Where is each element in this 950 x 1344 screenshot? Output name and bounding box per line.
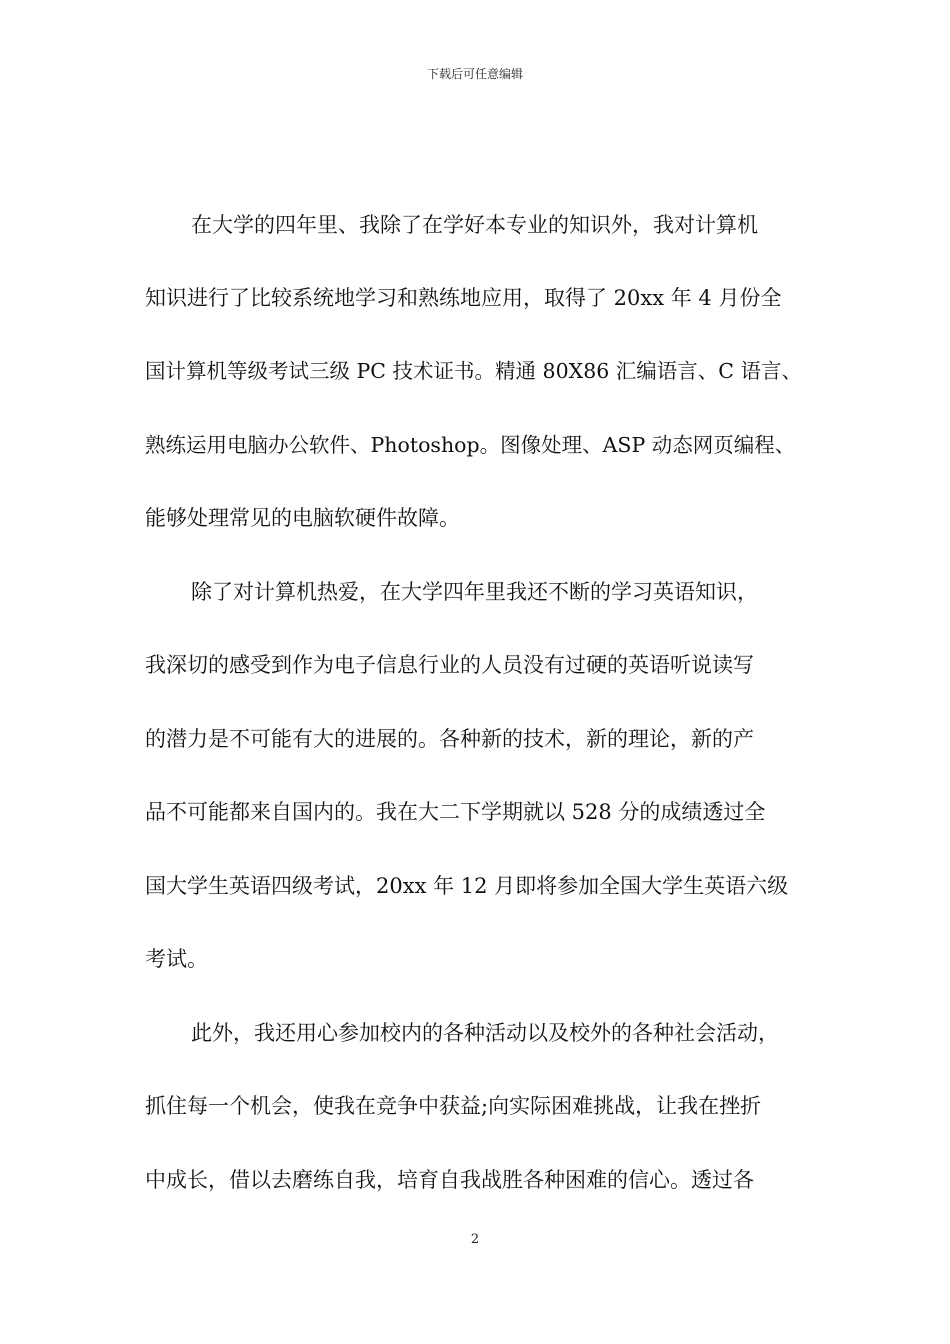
page-header: 下载后可任意编辑: [426, 67, 523, 81]
paragraph-3-line-3: 中成长，借以去磨练自我，培育自我战胜各种困难的信心。透过各: [145, 1168, 754, 1192]
paragraph-1-line-4: 熟练运用电脑办公软件、Photoshop。图像处理、ASP 动态网页编程、: [145, 433, 796, 457]
paragraph-3-line-2: 抓住每一个机会，使我在竞争中获益;向实际困难挑战，让我在挫折: [145, 1094, 762, 1118]
paragraph-2-line-6: 考试。: [145, 947, 208, 971]
paragraph-2-line-4: 品不可能都来自国内的。我在大二下学期就以 528 分的成绩透过全: [145, 800, 766, 824]
paragraph-2-line-1: 除了对计算机热爱，在大学四年里我还不断的学习英语知识，: [191, 580, 758, 604]
page-number: 2: [470, 1232, 480, 1247]
paragraph-2-line-3: 的潜力是不可能有大的进展的。各种新的技术，新的理论，新的产: [145, 727, 754, 751]
paragraph-1-line-3: 国计算机等级考试三级 PC 技术证书。精通 80X86 汇编语言、C 语言、: [145, 359, 803, 383]
paragraph-1-line-2: 知识进行了比较系统地学习和熟练地应用，取得了 20xx 年 4 月份全: [145, 286, 782, 310]
paragraph-1-line-5: 能够处理常见的电脑软硬件故障。: [145, 506, 460, 530]
paragraph-2-line-5: 国大学生英语四级考试，20xx 年 12 月即将参加全国大学生英语六级: [145, 874, 789, 898]
paragraph-2-line-2: 我深切的感受到作为电子信息行业的人员没有过硬的英语听说读写: [145, 653, 754, 677]
paragraph-3-line-1: 此外，我还用心参加校内的各种活动以及校外的各种社会活动，: [191, 1021, 779, 1045]
paragraph-1-line-1: 在大学的四年里、我除了在学好本专业的知识外，我对计算机: [191, 213, 758, 237]
